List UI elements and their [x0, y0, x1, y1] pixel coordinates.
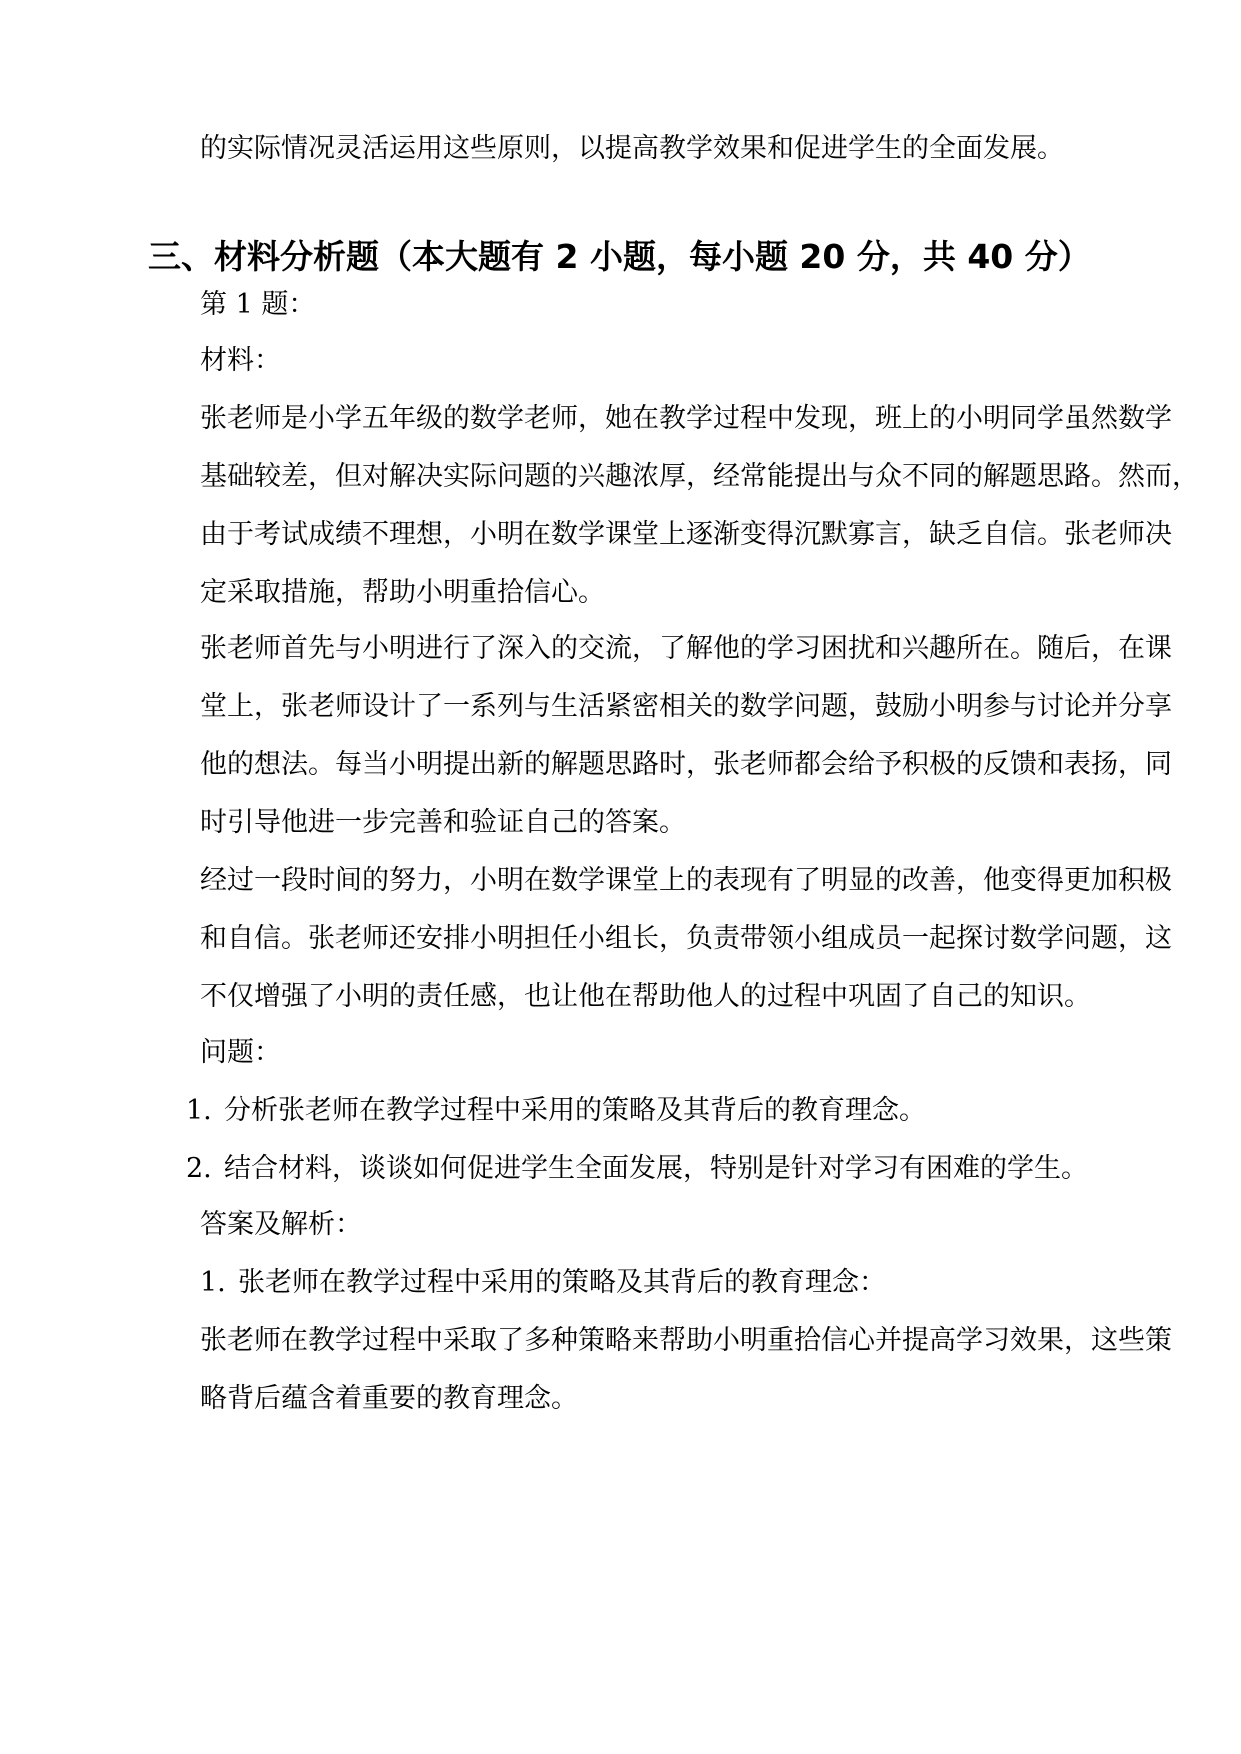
intro-line: 的实际情况灵活运用这些原则，以提高教学效果和促进学生的全面发展。 [200, 133, 1064, 164]
paragraph-line: 不仅增强了小明的责任感，也让他在帮助他人的过程中巩固了自己的知识。 [200, 981, 1091, 1012]
paragraph-line: 经过一段时间的努力，小明在数学课堂上的表现有了明显的改善，他变得更加积极 [200, 865, 1172, 896]
questions-label: 问题： [200, 1037, 281, 1068]
question-number: 1. [186, 1095, 212, 1126]
paragraph-line: 他的想法。每当小明提出新的解题思路时，张老师都会给予积极的反馈和表扬，同 [200, 749, 1172, 780]
question-number: 2. [186, 1153, 212, 1184]
question-text: 结合材料，谈谈如何促进学生全面发展，特别是针对学习有困难的学生。 [224, 1153, 1088, 1184]
answer-line: 略背后蕴含着重要的教育理念。 [200, 1383, 578, 1414]
question-text: 分析张老师在教学过程中采用的策略及其背后的教育理念。 [224, 1095, 926, 1126]
paragraph-line: 和自信。张老师还安排小明担任小组长，负责带领小组成员一起探讨数学问题，这 [200, 923, 1172, 954]
material-label: 材料： [200, 345, 281, 376]
section-heading: 三、材料分析题（本大题有 2 小题，每小题 20 分，共 40 分） [148, 237, 1091, 276]
paragraph-line: 张老师是小学五年级的数学老师，她在教学过程中发现，班上的小明同学虽然数学 [200, 403, 1172, 434]
paragraph-line: 张老师首先与小明进行了深入的交流，了解他的学习困扰和兴趣所在。随后，在课 [200, 633, 1172, 664]
answer-line: 张老师在教学过程中采取了多种策略来帮助小明重拾信心并提高学习效果，这些策 [200, 1325, 1172, 1356]
paragraph-line: 基础较差，但对解决实际问题的兴趣浓厚，经常能提出与众不同的解题思路。然而， [200, 461, 1199, 492]
paragraph-line: 由于考试成绩不理想，小明在数学课堂上逐渐变得沉默寡言，缺乏自信。张老师决 [200, 519, 1172, 550]
paragraph-line: 堂上，张老师设计了一系列与生活紧密相关的数学问题，鼓励小明参与讨论并分享 [200, 691, 1172, 722]
answer-number: 1. [200, 1267, 226, 1298]
question-label: 第 1 题： [200, 289, 316, 320]
paragraph-line: 时引导他进一步完善和验证自己的答案。 [200, 807, 686, 838]
answer-label: 答案及解析： [200, 1209, 362, 1240]
paragraph-line: 定采取措施，帮助小明重拾信心。 [200, 577, 605, 608]
answer-heading: 张老师在教学过程中采用的策略及其背后的教育理念： [238, 1267, 886, 1298]
